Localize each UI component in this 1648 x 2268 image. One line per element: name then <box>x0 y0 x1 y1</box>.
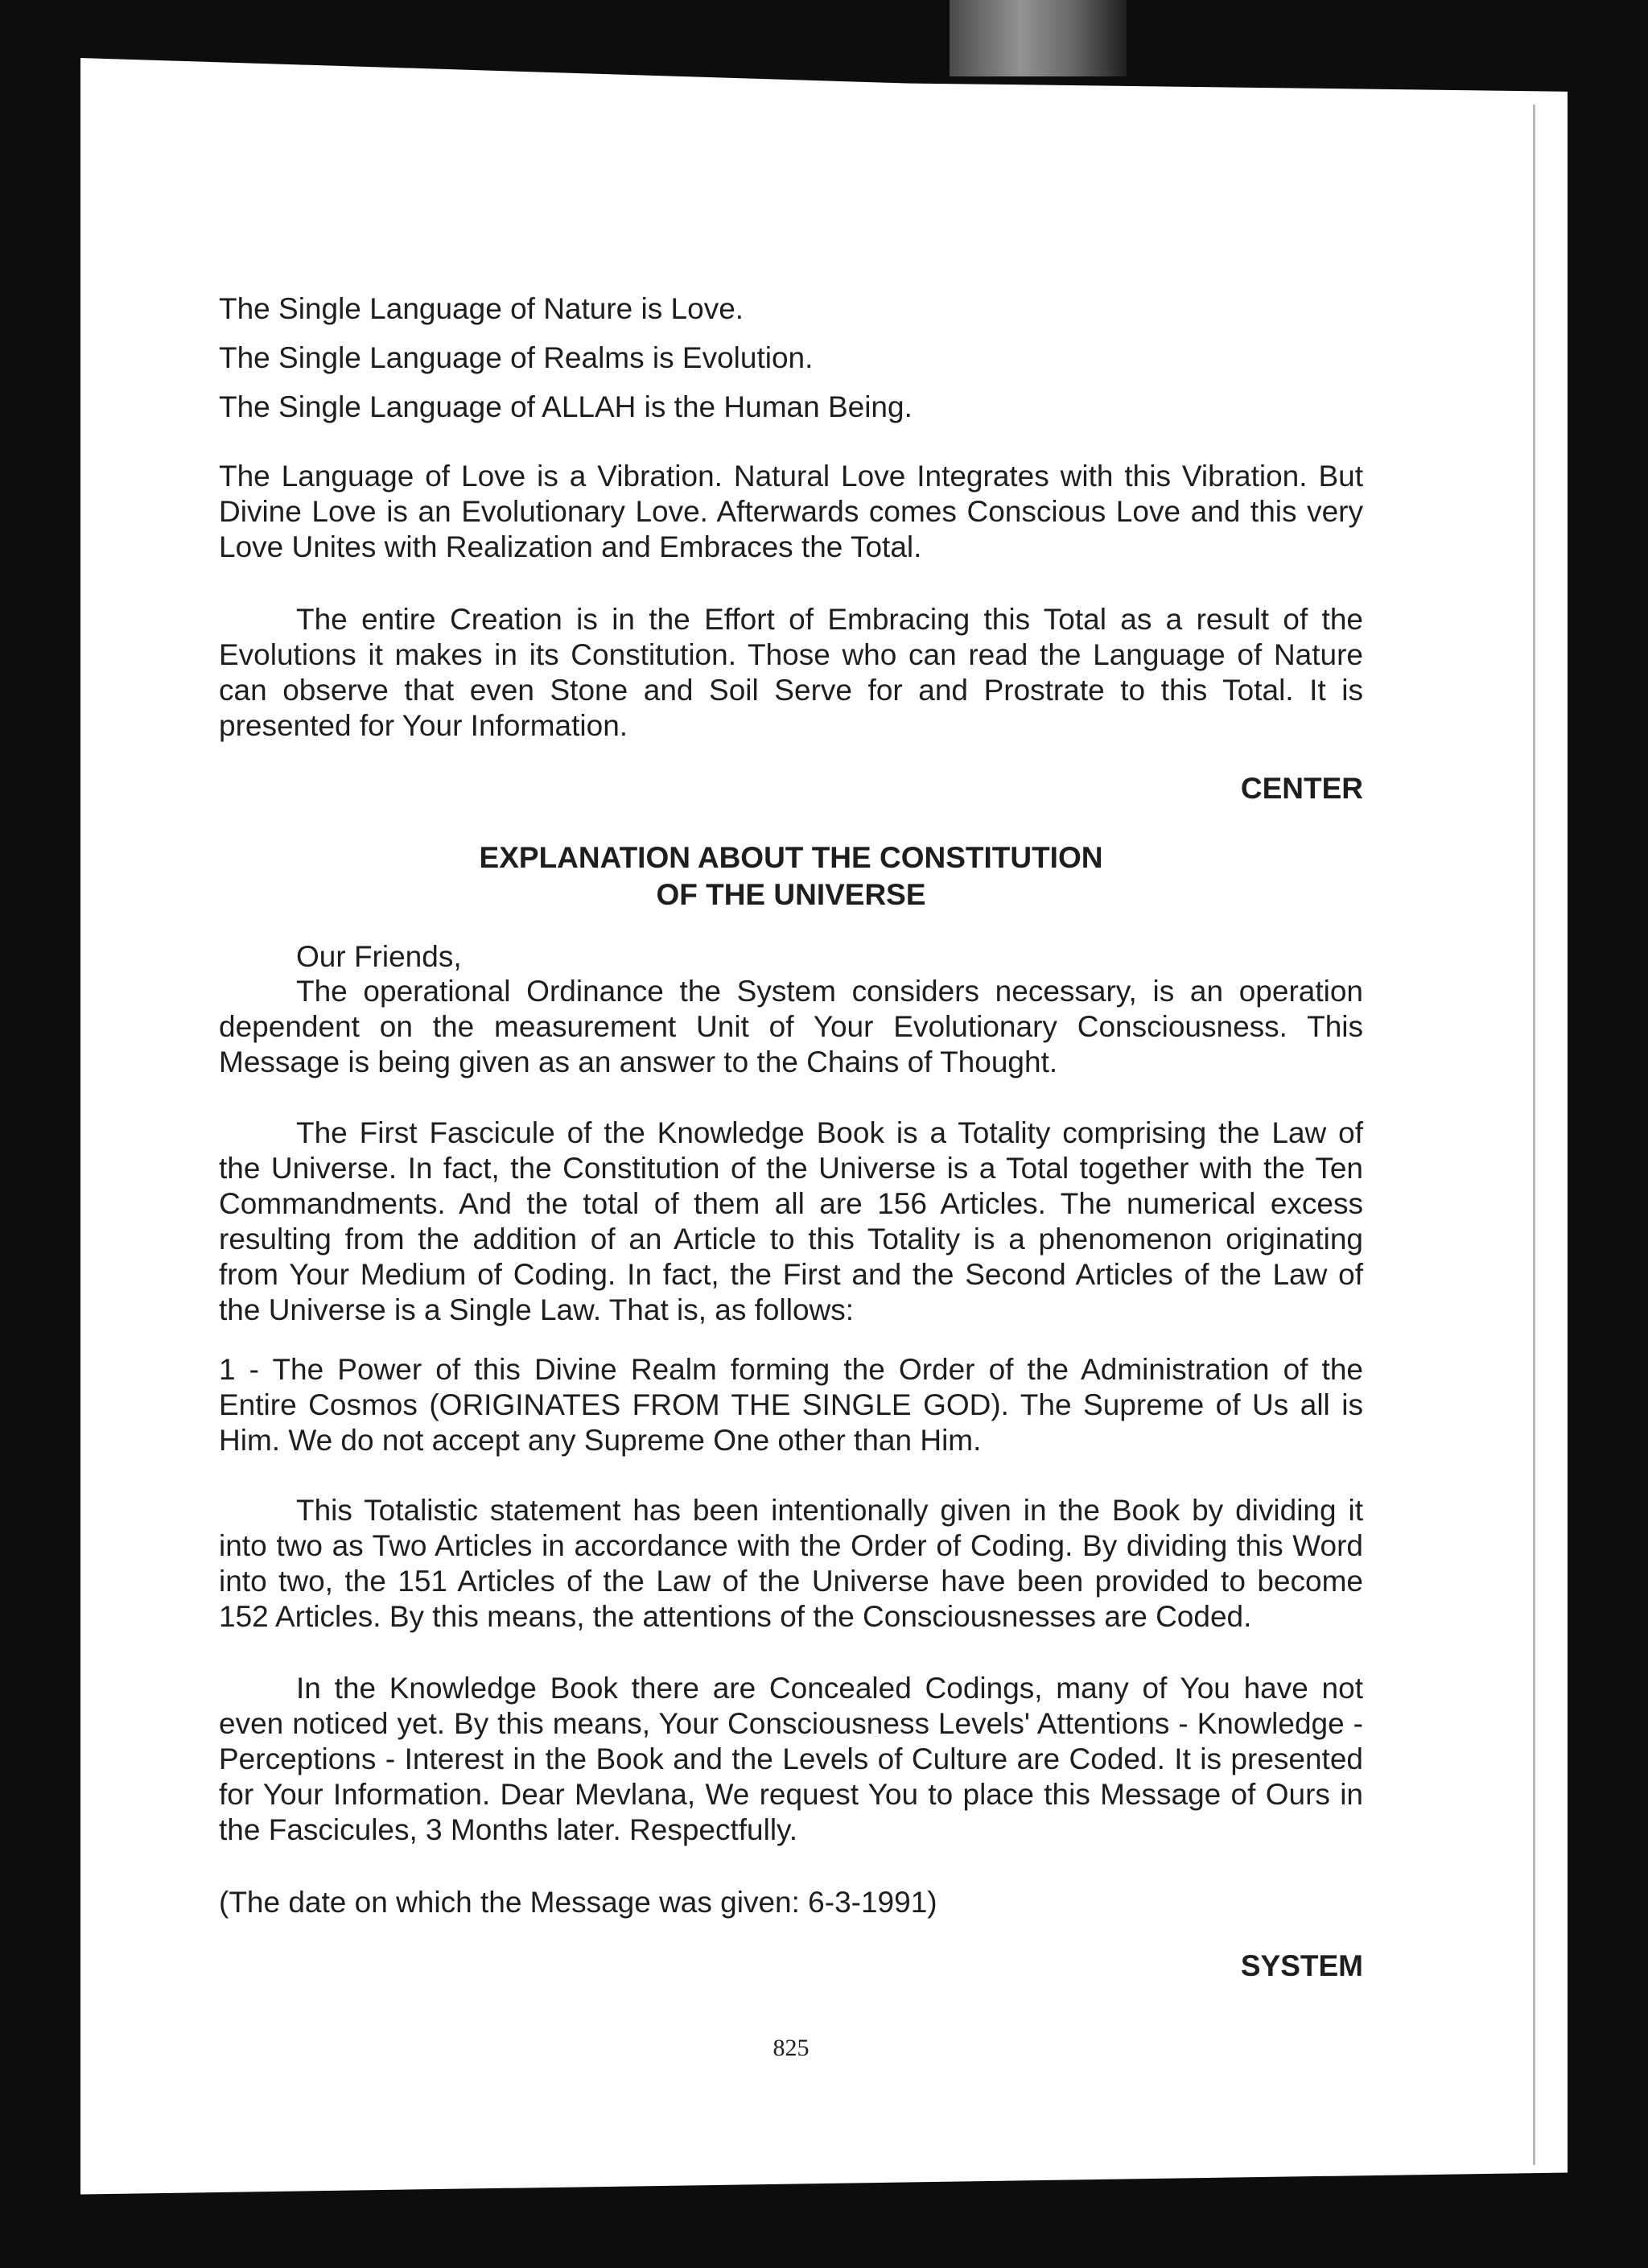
message-date: (The date on which the Message was given: 6-3-1991) <box>219 1886 937 1919</box>
section-heading-line2: OF THE UNIVERSE <box>656 878 926 911</box>
paragraph-creation: The entire Creation is in the Effort of Embracing this Total as a result of the Evolutions it makes in its Constitution. Those who can read the Language of Nature can observe that even Stone and Soil Serve for and Prostrate to this Total. It is presented for Your Information. <box>219 603 1363 742</box>
intro-line-nature: The Single Language of Nature is Love. <box>219 292 744 325</box>
intro-line-realms: The Single Language of Realms is Evolution. <box>219 341 814 374</box>
paragraph-love: The Language of Love is a Vibration. Natural Love Integrates with this Vibration. But Divine Love is an Evolutionary Love. Afterwards comes Conscious Love and this very Love Unites with Realization and Embraces the Total. <box>219 460 1363 563</box>
scan-smudge <box>950 0 1127 76</box>
paragraph-ordinance: The operational Ordinance the System considers necessary, is an operation dependent on the measurement Unit of Your Evolutionary Consciousness. This Message is being given as an answer to the Chains of Thought. <box>219 975 1363 1078</box>
signature-system: SYSTEM <box>1240 1949 1363 1982</box>
scan-border-right <box>1568 0 1648 2268</box>
scan-border-bottom <box>0 2171 1648 2268</box>
paragraph-totalistic: This Totalistic statement has been intentionally given in the Book by dividing it into two as Two Articles in accordance with the Order of Coding. By dividing this Word into two, the 151 Articles of the Law of the Universe have been provided to become 152 Articles. By this means, the attentions of the Consciousnesses are Coded. <box>219 1494 1363 1633</box>
salutation: Our Friends, <box>296 940 462 973</box>
intro-line-allah: The Single Language of ALLAH is the Human Being. <box>219 390 913 423</box>
signature-center: CENTER <box>1240 772 1363 805</box>
scan-border-left <box>0 0 80 2268</box>
page-edge <box>1533 105 1535 2165</box>
scan-border-top <box>0 0 1648 93</box>
list-item-1: 1 - The Power of this Divine Realm forming the Order of the Administration of the Entire Cosmos (ORIGINATES FROM THE SINGLE GOD). The Supreme of Us all is Him. We do not accept any Supreme One other than Him. <box>219 1353 1363 1457</box>
page-number: 825 <box>772 2035 810 2061</box>
paragraph-fascicule: The First Fascicule of the Knowledge Book is a Totality comprising the Law of the Universe. In fact, the Constitution of the Universe is a Total together with the Ten Commandments. And the total of them all are 156 Articles. The numerical excess resulting from the addition of an Article to this Totality is a phenomenon originating from Your Medium of Coding. In fact, the First and the Second Articles of the Law of the Universe is a Single Law. That is, as follows: <box>219 1116 1363 1326</box>
section-heading-line1: EXPLANATION ABOUT THE CONSTITUTION <box>479 841 1103 874</box>
paragraph-concealed: In the Knowledge Book there are Concealed Codings, many of You have not even noticed yet. By this means, Your Consciousness Levels' Attentions - Knowledge - Perceptions - Interest in the Book and the Levels of Culture are Coded. It is presented for Your Information. Dear Mevlana, We request You to place this Message of Ours in the Fascicules, 3 Months later. Respectfully. <box>219 1672 1363 1846</box>
